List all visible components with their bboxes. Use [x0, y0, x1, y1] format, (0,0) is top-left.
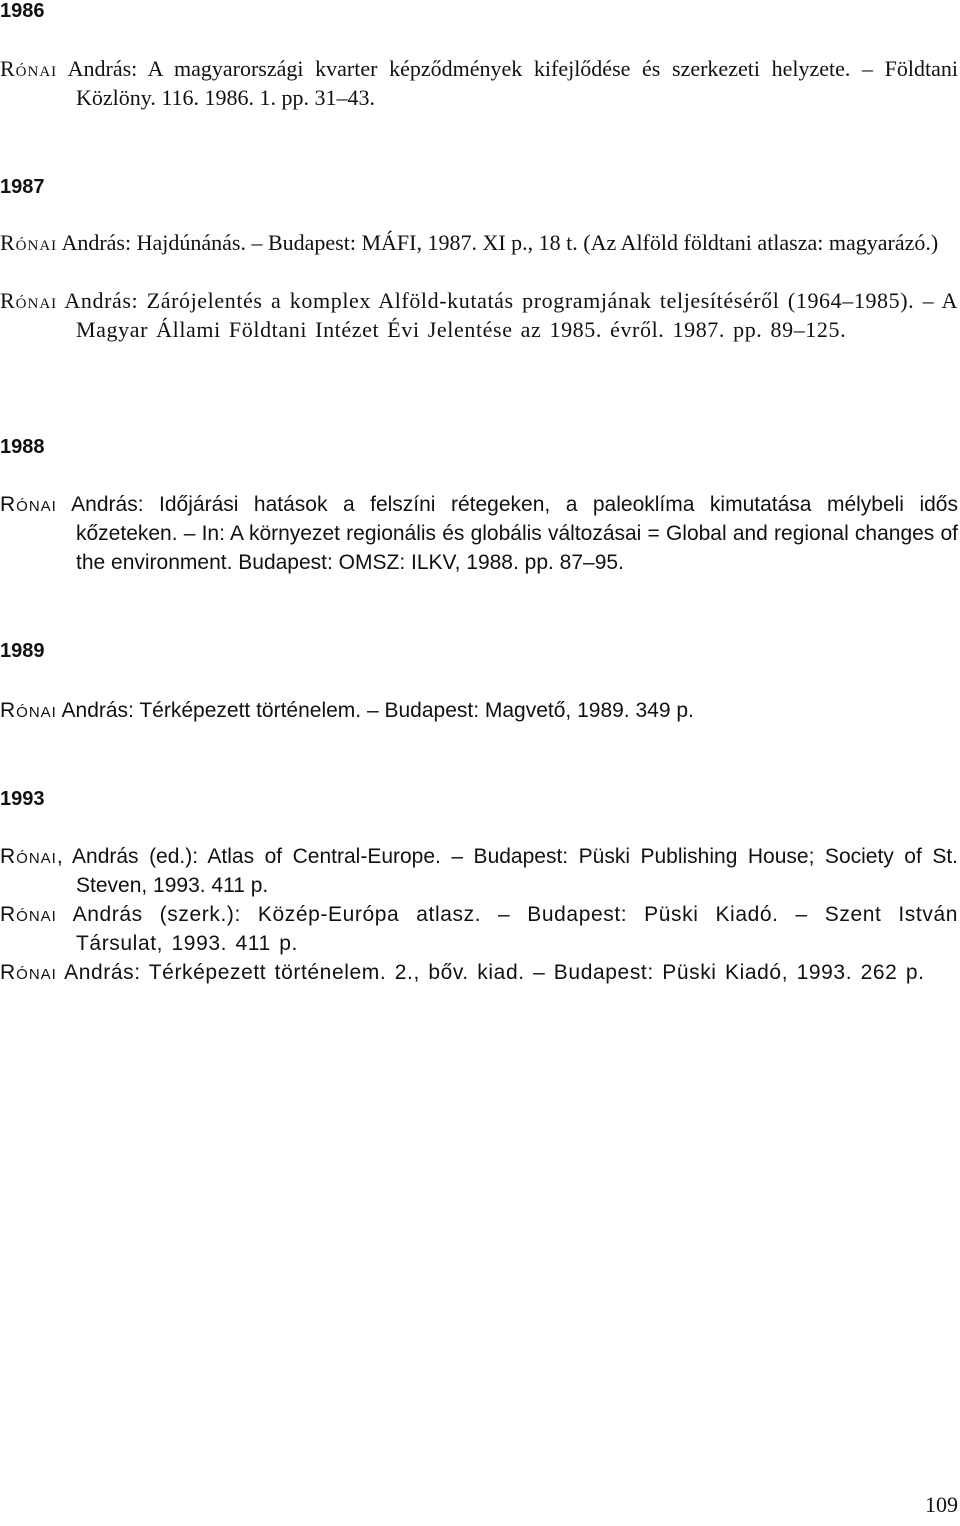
year-heading-1993: 1993 [0, 788, 45, 810]
bibliography-entry [0, 696, 958, 725]
entry-text: András: A magyarországi kvarter képződmények kifejlődése és szerkezeti helyzete. – Földtani Közlöny. 116. 1986. 1. pp. 31–43. [57, 56, 958, 110]
bibliography-entry [0, 900, 958, 958]
entry-author: Rónai [0, 56, 58, 81]
entry-author: Rónai [0, 493, 57, 516]
bibliography-entry [0, 54, 958, 112]
bibliography-entry [0, 958, 958, 987]
entry-author: Rónai [0, 961, 57, 984]
entry-text: András: Hajdúnánás. – Budapest: MÁFI, 1987. XI p., 18 t. (Az Alföld földtani atlasza: magyarázó.) [57, 230, 939, 255]
entry-author: Rónai [0, 699, 57, 722]
bibliography-entry [0, 228, 958, 257]
entry-text: András (szerk.): Közép-Európa atlasz. – Budapest: Püski Kiadó. – Szent István Társulat, 1993. 411 p. [56, 903, 958, 955]
bibliography-entry [0, 842, 958, 900]
entry-text: András: Térképezett történelem. – Budapest: Magvető, 1989. 349 p. [56, 699, 694, 722]
entry-text: András: Időjárási hatások a felszíni rétegeken, a paleoklíma kimutatása mélybeli idős kőzeteken. – In: A környezet regionális és globális változásai = Global and regional changes of the environment. Budapest: OMSZ: ILKV, 1988. pp. 87–95. [56, 493, 958, 574]
year-heading-1989: 1989 [0, 640, 45, 662]
entry-author: Rónai [0, 903, 57, 926]
entry-text: , András (ed.): Atlas of Central-Europe. – Budapest: Püski Publishing House; Society of St. Steven, 1993. 411 p. [56, 845, 958, 897]
entry-author: Rónai [0, 845, 57, 868]
entry-text: András: Térképezett történelem. 2., bőv. kiad. – Budapest: Püski Kiadó, 1993. 262 p. [56, 961, 925, 984]
bibliography-entry [0, 490, 958, 577]
bibliography-entry [0, 286, 958, 344]
entry-author: Rónai [0, 230, 58, 255]
page-number: 109 [925, 1492, 958, 1517]
year-heading-1986: 1986 [0, 0, 45, 22]
entry-author: Rónai [0, 288, 58, 313]
year-heading-1988: 1988 [0, 436, 45, 458]
year-heading-1987: 1987 [0, 176, 45, 198]
entry-text: András: Zárójelentés a komplex Alföld-kutatás programjának teljesítéséről (1964–1985). – A Magyar Állami Földtani Intézet Évi Jelentése az 1985. évről. 1987. pp. 89–125. [57, 288, 958, 342]
